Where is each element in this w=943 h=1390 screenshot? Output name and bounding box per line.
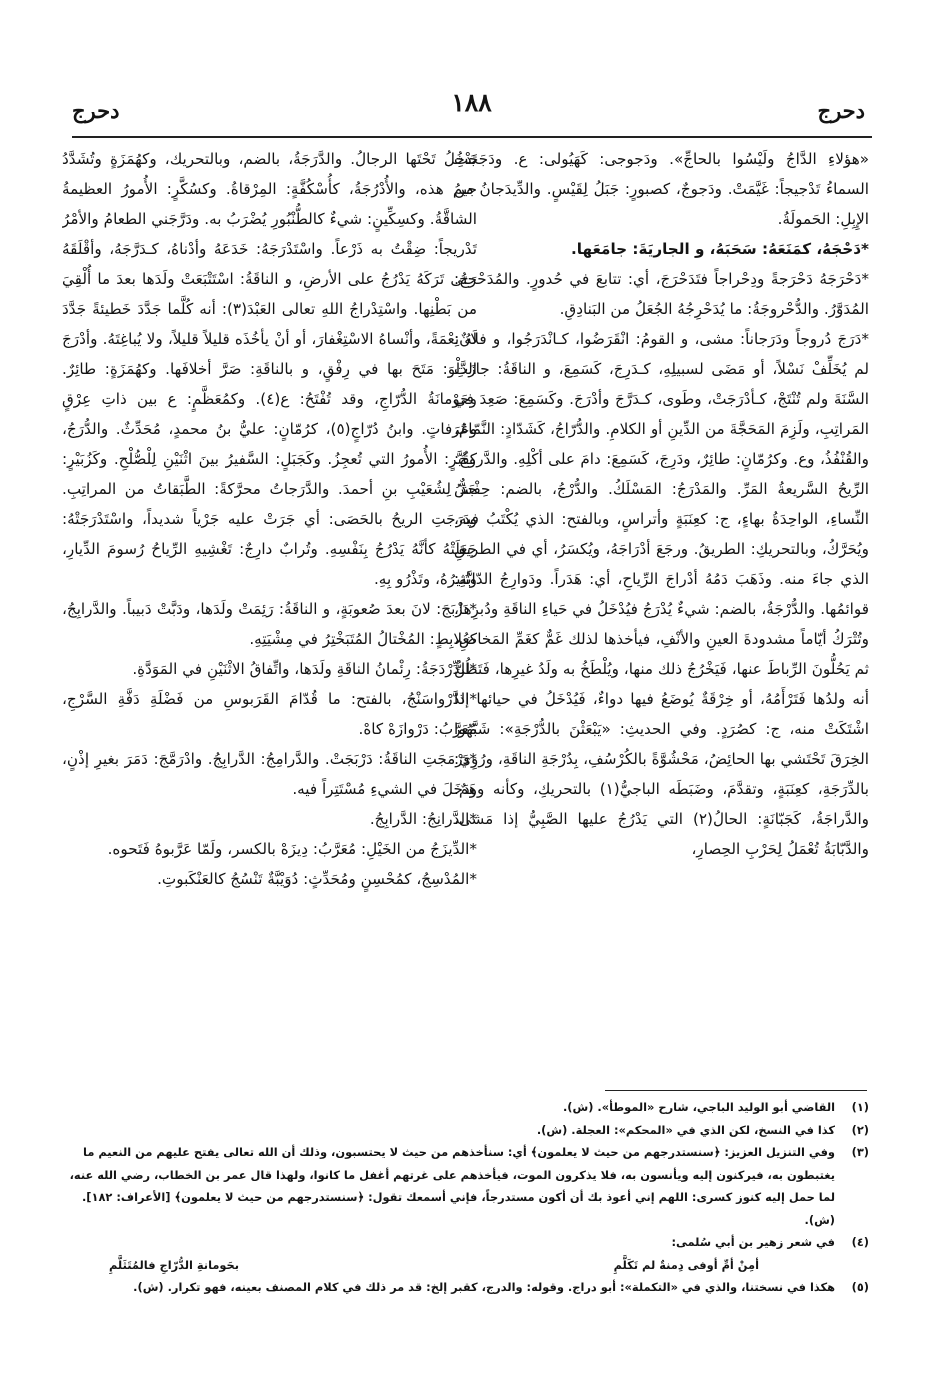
verse-first-hemistich: أمِنْ أمِّ أوفى دِمنةٌ لم تَكَلَّمِ: [613, 1257, 759, 1272]
footnote-text: كذا في النسخ، لكن الذي في «المحكم»: العجلة. (ش).: [536, 1122, 835, 1137]
footnote-text: القاضي أبو الوليد الباجي، شارح «الموطأ». (ش).: [562, 1100, 835, 1114]
footnote-number: (٢): [851, 1122, 869, 1137]
footnote-number: (٣): [851, 1145, 869, 1159]
footnote-number: (٥): [851, 1280, 869, 1294]
entry-daraja: *دَرَجَ دُروجاً ودَرَجاناً: مشى، و القومُ: انْقَرَضُوا، كـانْدَرَجُوا، و فلانٌ: لم يُخَلِّفْ نَسْلاً، أو مَضَى لسبيلِهِ، كـدَرِجَ، كَسَمِعَ، و الناقَةُ: جازَتِ السَّنَةَ ولم تُنْتَجْ، كـأدْرَجَتْ، وطَوى، كـدَرَّجَ وأدْرَجَ. وكَسَمِعَ: صَعِدَ في المَراتِبِ، ولَزِمَ المَحَجَّةَ من الدِّينِ أو الكلامِ. والدُّرّاجُ، كَشَدّادٍ: النَّمّامُ، والقُنْفُذُ، وع. وكرُمّانٍ: طائِرٌ، ودَرِجَ، كَسَمِعَ: دامَ على أكْلِهِ. والدَّروجُ: الرِّيحُ السَّريعةُ المَرِّ. والمَدْرَجُ: المَسْلَكُ. والدُّرْجُ، بالضم: حِفْشُ النِّساءِ، الواحِدَةُ بهاءٍ، ج: كعِنَبَةٍ وأتراسٍ، وبالفتح: الذي يُكْتَبُ فيه، ويُحَرَّكُ، وبالتحريكِ: الطريقُ. ورجَعَ أدْرَاجَهُ، ويُكسَرُ، أي في الطريقِ الذي جاءَ منه. وذَهَبَ دَمُهُ أدْراجَ الرِّياحِ، أي: هَدَراً. ودَوارِجُ الدّابَّةِ: قوائمُها. والدُّرْجَةُ، بالضم: شيءٌ يُدْرَجُ فيُدْخَلُ في حَياءِ الناقَةِ ودُبرِها، وتُتْرَكُ أيّاماً مشدودةَ العينِ والأنْفِ، فيأخذها لذلك غَمٌّ كغَمِّ المَخاضِ، ثم يَحُلُّونَ الرِّباطَ عنها، فَيَخْرُجُ ذلك منها، ويُلْطَخُ به ولَدُ غيرِها، فَتَظُنُّ أنه ولدُها فَتَرْأَمُهُ، أو خِرْقَةٌ يُوضَعُ فيها دواءٌ، فَيُدْخَلُ في حيائها إذا اشْتَكَتْ منه، ج: كصُرَدٍ. وفي الحديثِ: «يَبْعَثْنَ بالدُّرْجَةِ»: شَبَّهُوا الخِرَقَ تَحْتَشي بها الحائِضُ، مَحْشُوَّةً بالكُرْسُفِ، بِدُرْجَةِ الناقَةِ، ورُوِيَ: بالدِّرَجَةِ، كعِنَبَةٍ، وتقدَّمَ، وضَبَطَه الباجيُّ(١) بالتحريكِ، وكأنه وهَمٌ. والدَّراجَةُ، كَجَبّانَةٍ: الحالُ(٢) التي يَدْرُجُ عليها الصَّبِيُّ إذا مَشى، والدَّبّابَةُ تُعْمَلُ لِحَرْبِ الحِصارِ،: [454, 330, 869, 858]
entry-dahaja: *دَحْجَهُ، كمَنَعَهُ: سَحَبَهُ، و الجاريَةَ: جامَعَها.: [570, 240, 869, 258]
entry-dazbaja: *دَزْبَجَ: لانَ بعدَ صُعوبَةٍ، و الناقَةُ: رَئِمَتْ ولَدَها، ودَبَّتْ دَبيباً. والدَّرابِجُ، كعُلابِطٍ: المُخْتالُ المُتَبَخْتِرُ في مِشْيَتِهِ.: [62, 600, 477, 648]
footnote-5: [69, 1276, 869, 1299]
verse-second-hemistich: بحَومانةِ الدُّرّاجِ فالمُتَثَلَّمِ: [109, 1257, 240, 1272]
left-column-paragraph: تَدْخُلُ تَحْتَها الرجالُ. والدَّرَجَةُ، بالضم، وبالتحريك، وكهُمَزَةٍ وتُشَدَّدُ جيمُ هذه، والأُدْرُجَةُ، كأُسْكُفَّةٍ: المِرْقاةُ. وكسُكَّرٍ: الأُمورُ العظيمةُ الشاقَّةُ. وكسِكِّينٍ: شيءٌ كالطُّنْبُورِ يُضْرَبُ به. ودَرَّجَني الطعامُ والأمْرُ تَدْريجاً: ضِقْتُ به ذَرْعاً. واسْتَدْرَجَهُ: خَدَعَهُ وأدْناهُ، كـدَرَّجَهُ، وأقْلَقَهُ حتى تَرَكَهُ يَدْرُجُ على الأرضِ، و الناقَةُ: اسْتَتْبَعَتْ ولَدَها بعدَ ما أُلْقِيَ من بَطْنِها. واسْتِدْراجُ اللهِ تعالى العَبْدَ(٣): أنه كُلَّما جَدَّدَ خَطيئةً جَدَّدَ لَهُ نِعْمَةً، وأنْساهُ الاسْتِغْفارَ، أو أنْ يأخُذَه قليلاً قليلاً، ولا يُباغِتَهُ. وأدْرَجَ الدَّلْوَ: مَتَحَ بها في رِفْقٍ، و بالناقَةِ: صَرَّ أخلافَها. وكهُمَزَةٍ: طائِرٌ. وحَوْمانَةُ الدُّرّاجِ، وقد تُفْتَحُ: ع(٤). وكمُعَظَّمٍ: ع بين ذاتِ عِرْقٍ وعَرَفاتٍ. وابنُ دُرّاجٍ(٥)، كرُمّانٍ: عليُّ بنُ محمدٍ، مُحَدِّثٌ. والدُّرَجُ، كقُبَّرٍ: الأُمورُ التي تُعجِزُ. وكَجَبَلٍ: السَّفيرُ بينَ اثْنَيْنِ لِلْصُّلْحِ. وكَزُبَيْرٍ: جَدٌّ لِشُعَيْبِ بنِ أحمدَ. والدَّرَجاتُ محرَّكةً: الطَّبَقاتُ من المراتِبِ. ودَرَجَتِ الريحُ بالحَصَى: أي جَرَتْ عليه جَرْياً شديداً، واسْتَدْرَجَتْهُ: جَعَلَتْهُ كأنَّهُ يَدْرُجُ بِنَفْسِهِ. وتُرابٌ دارِجٌ: تَغْشِيهِ الرِّياحُ رُسومَ الدِّيارِ، وتُثيرُهُ، وتَذْرُو بِهِ.: [62, 150, 477, 588]
footnote-number: (١): [851, 1100, 869, 1114]
footnotes: [69, 1096, 869, 1378]
entry-dardaja: *الدِّرْدَجَةُ: رِئْمانُ الناقَةِ ولَدَها، واتِّفاقُ الاثْنَيْنِ في المَوَدَّةِ.: [132, 660, 477, 678]
entry-dizaj: *الدِّيزَجُ من الخَيْلِ: مُعَرَّبُ: دِيزَهْ بالكسر، ولَمّا عَرَّبوهُ فَتَحوه.: [107, 840, 477, 858]
left-column: [62, 144, 477, 1064]
footnote-text: هكذا في نسختنا، والذي في «التكملة»: أبو دراج. وقوله: والدرج، كقبر إلخ: قد مر ذلك في كلام المصنف بعينه، فهو تكرار. (ش).: [133, 1280, 835, 1294]
footnote-3: [69, 1141, 869, 1231]
footnote-text: وفي التنزيل العزيز: ﴿سنستدرجهم من حيث لا يعلمون﴾ أي: سنأخذهم من حيث لا يحتسبون، وذلك أن الله تعالى يفتح عليهم من النعيم ما يغتبطون به، فيركنون إليه ويأنسون به، فلا يذكرون الموت، فيأخذهم على غرتهم أغفل ما كانوا، ولهذا قال عمر بن الخطاب، رضي الله عنه، لما حمل إليه كنوز كسرى: اللهم إني أعوذ بك أن أكون مستدرجاً، فإني أسمعك تقول: ﴿سنستدرجهم من حيث لا يعلمون﴾ [الأعراف: ١٨٢]. (ش).: [69, 1145, 835, 1227]
header-left-word: دحرج: [72, 98, 120, 123]
entry-mudsij: *المُدْسِجُ، كمُحْسِنٍ ومُحَدِّثٍ: دُوَيْبَّةٌ تَنْسُجُ كالعَنْكَبوتِ.: [157, 870, 477, 888]
header-rule: [72, 136, 872, 138]
footnote-2: [69, 1119, 869, 1142]
page-number: ١٨٨: [451, 88, 492, 117]
header-right-word: دحرج: [817, 98, 865, 123]
entry-darmaja: *دَرْمَجَتِ الناقَةُ: دَرْبَجَتْ. والدَّرامِجُ: الدَّرابِجُ. وادْرَمَّجَ: دَمَرَ بغيرِ إذْنٍ، ودَخَلَ في الشيءِ مُسْتَتِراً فيه.: [62, 750, 477, 798]
footnote-1: [69, 1096, 869, 1119]
footnote-text: في شعر زهير بن أبي سُلمى:: [671, 1235, 835, 1249]
poetry-verse: [69, 1254, 869, 1277]
footnote-4: [69, 1231, 869, 1254]
footnote-rule: [605, 1090, 867, 1091]
right-column: [454, 144, 869, 1064]
entry-daranij: *الدَّرانِجُ: الدَّرابِجُ.: [369, 810, 477, 828]
footnote-number: (٤): [851, 1235, 869, 1249]
right-column-paragraph: «هؤلاءِ الدَّاجُ ولَيْسُوا بالحاجِّ». ودَجوجى: كَهَيُولى: ع. ودَجَجَتِ السماءُ تَدْجيجاً: غَيَّمَتْ. ودَجوجٌ، كصبورٍ: جَبَلُ لِقَيْسٍ. والدِّيدَجانُ من الإِبِلِ: الحَمولَةُ.: [454, 150, 869, 228]
entry-dahraja: *دَحْرَجَهُ دَحْرَجةً ودِحْراجاً فتَدَحْرَجَ، أي: تتابعَ في حُدورٍ. والمُدَحْرَجُ: المُدَوَّرُ. والدُّحْروجَةُ: ما يُدَحْرِجُهُ الجُعَلُ من البَنادِقِ.: [454, 270, 869, 318]
entry-darwasanj: *الدَّرْواسَنْجُ، بالفتح: ما قُدّامَ القَرَبوسِ من فَضْلَةِ دَفَّةِ السَّرْجِ، مُعَرَّبُ: دَرْوازَهْ كاهْ.: [62, 690, 477, 738]
